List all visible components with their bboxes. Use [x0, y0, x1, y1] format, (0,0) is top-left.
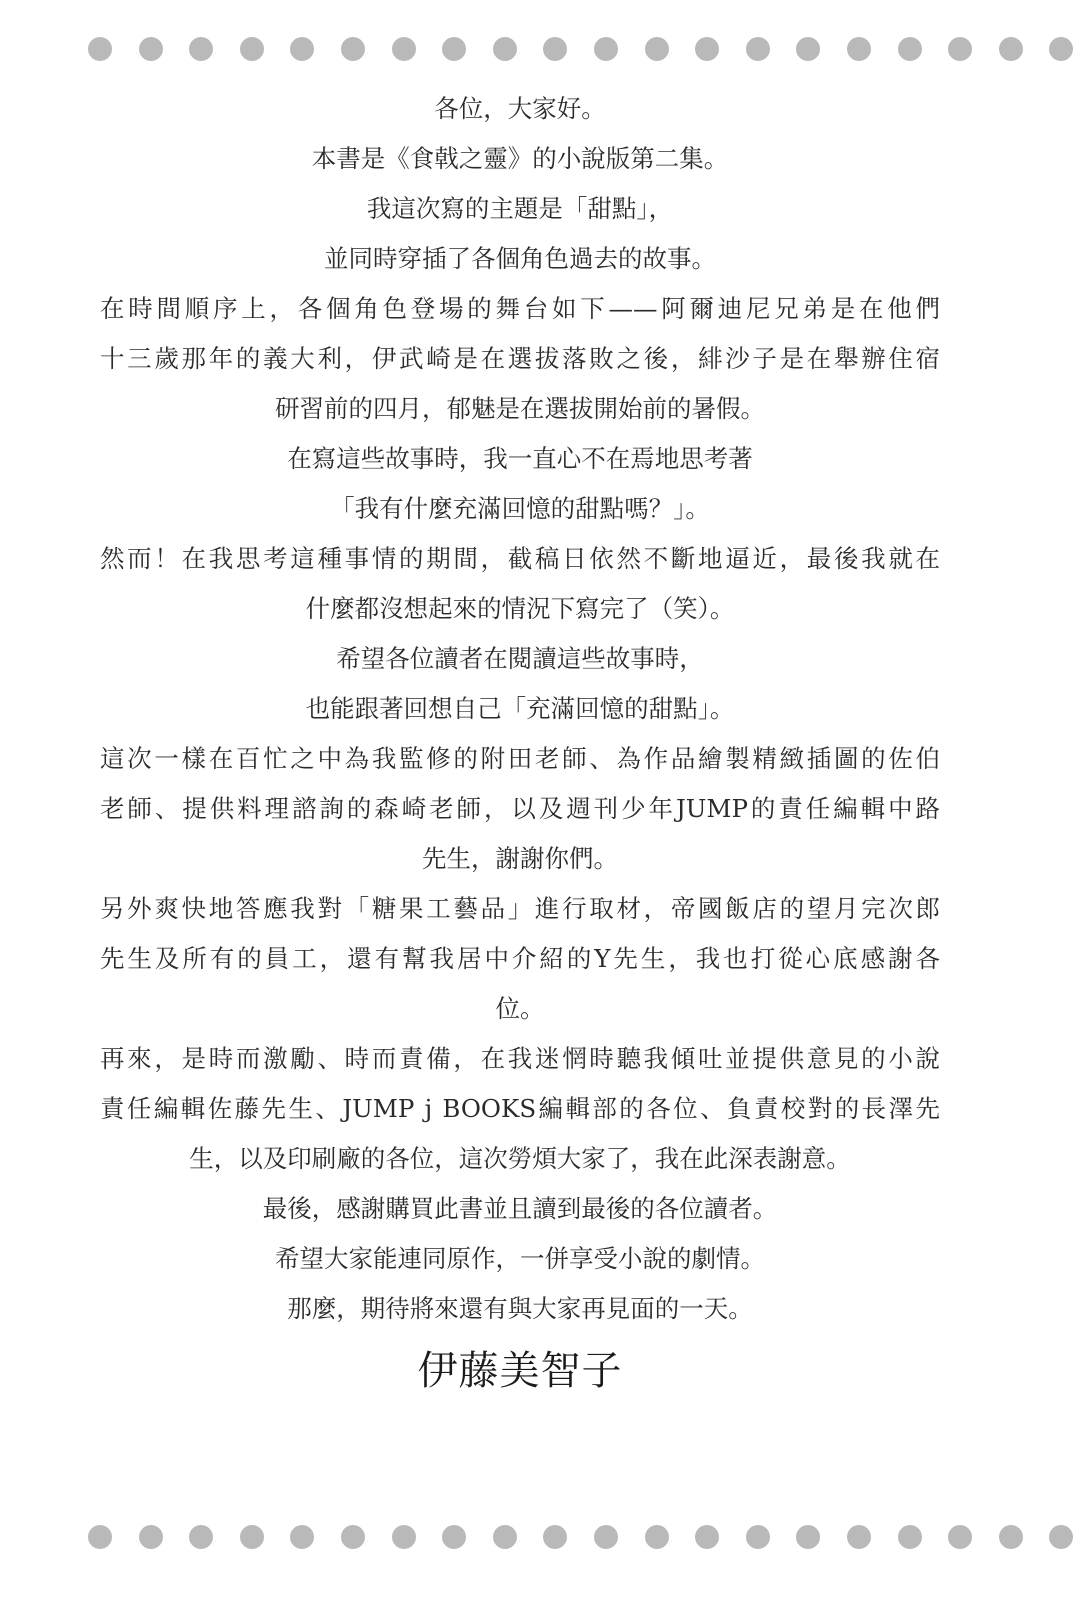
text-line: 希望大家能連同原作，一併享受小說的劇情。: [275, 1244, 765, 1273]
border-dot: [442, 1525, 466, 1549]
text-line: 先生及所有的員工，還有幫我居中介紹的Y先生，我也打從心底感謝各: [100, 944, 940, 973]
border-dot: [999, 1525, 1023, 1549]
text-line: 老師、提供料理諮詢的森崎老師，以及週刊少年JUMP的責任編輯中路: [100, 794, 940, 823]
border-dot: [746, 1525, 770, 1549]
text-line: 先生，謝謝你們。: [422, 844, 618, 873]
border-dot: [240, 37, 264, 61]
border-dot: [898, 1525, 922, 1549]
text-line: 位。: [495, 994, 545, 1023]
text-line: 什麼都沒想起來的情況下寫完了（笑）。: [305, 594, 735, 623]
text-line: 再來，是時而激勵、時而責備，在我迷惘時聽我傾吐並提供意見的小說: [100, 1044, 940, 1073]
text-line: 也能跟著回想自己「充滿回憶的甜點」。: [305, 694, 735, 723]
border-dot: [189, 37, 213, 61]
text-line: 我這次寫的主題是「甜點」，: [366, 194, 674, 223]
border-dot: [695, 37, 719, 61]
text-line: 最後，感謝購買此書並且讀到最後的各位讀者。: [262, 1194, 778, 1223]
border-dot: [1049, 1525, 1073, 1549]
text-line: 各位，大家好。: [434, 94, 606, 123]
text-line: 在寫這些故事時，我一直心不在焉地思考著: [287, 444, 753, 473]
border-dot: [88, 1525, 112, 1549]
border-dot: [847, 37, 871, 61]
border-dot: [796, 37, 820, 61]
border-dot: [139, 37, 163, 61]
text-line: 然而！在我思考這種事情的期間，截稿日依然不斷地逼近，最後我就在: [100, 544, 940, 573]
text-line: 生，以及印刷廠的各位，這次勞煩大家了，我在此深表謝意。: [189, 1144, 851, 1173]
border-dot: [290, 37, 314, 61]
border-dot: [948, 1525, 972, 1549]
text-line: 那麼，期待將來還有與大家再見面的一天。: [287, 1294, 753, 1323]
border-dot: [543, 37, 567, 61]
border-dot: [898, 37, 922, 61]
border-dot: [290, 1525, 314, 1549]
border-dot: [594, 37, 618, 61]
border-dot: [796, 1525, 820, 1549]
border-dot: [493, 1525, 517, 1549]
border-dot: [948, 37, 972, 61]
text-line: 另外爽快地答應我對「糖果工藝品」進行取材，帝國飯店的望月完次郎: [100, 894, 940, 923]
text-line: 希望各位讀者在閱讀這些故事時，: [336, 644, 704, 673]
border-dot: [392, 1525, 416, 1549]
border-dot: [139, 1525, 163, 1549]
text-line: 在時間順序上，各個角色登場的舞台如下——阿爾迪尼兄弟是在他們: [100, 294, 940, 323]
border-dot: [442, 37, 466, 61]
border-dot: [88, 37, 112, 61]
text-line: 研習前的四月，郁魅是在選拔開始前的暑假。: [275, 394, 765, 423]
border-dot: [1049, 37, 1073, 61]
text-line: 十三歲那年的義大利，伊武崎是在選拔落敗之後，緋沙子是在舉辦住宿: [100, 344, 940, 373]
border-dot: [695, 1525, 719, 1549]
border-dot: [189, 1525, 213, 1549]
border-dot: [341, 1525, 365, 1549]
afterword-text: [100, 84, 940, 1402]
border-dot: [746, 37, 770, 61]
text-line: 本書是《食戟之靈》的小說版第二集。: [311, 144, 729, 173]
border-dot: [645, 1525, 669, 1549]
text-line: 並同時穿插了各個角色過去的故事。: [324, 244, 716, 273]
top-dot-border: [0, 34, 1089, 64]
border-dot: [493, 37, 517, 61]
text-line: 「我有什麼充滿回憶的甜點嗎？」。: [330, 494, 710, 523]
border-dot: [392, 37, 416, 61]
border-dot: [847, 1525, 871, 1549]
border-dot: [645, 37, 669, 61]
border-dot: [341, 37, 365, 61]
border-dot: [999, 37, 1023, 61]
border-dot: [543, 1525, 567, 1549]
border-dot: [240, 1525, 264, 1549]
bottom-dot-border: [0, 1522, 1089, 1552]
afterword-lines: [100, 84, 940, 1334]
author-signature: 伊藤美智子: [417, 1348, 623, 1394]
text-line: 這次一樣在百忙之中為我監修的附田老師、為作品繪製精緻插圖的佐伯: [100, 744, 940, 773]
border-dot: [594, 1525, 618, 1549]
text-line: 責任編輯佐藤先生、JUMP j BOOKS編輯部的各位、負責校對的長澤先: [100, 1094, 940, 1123]
